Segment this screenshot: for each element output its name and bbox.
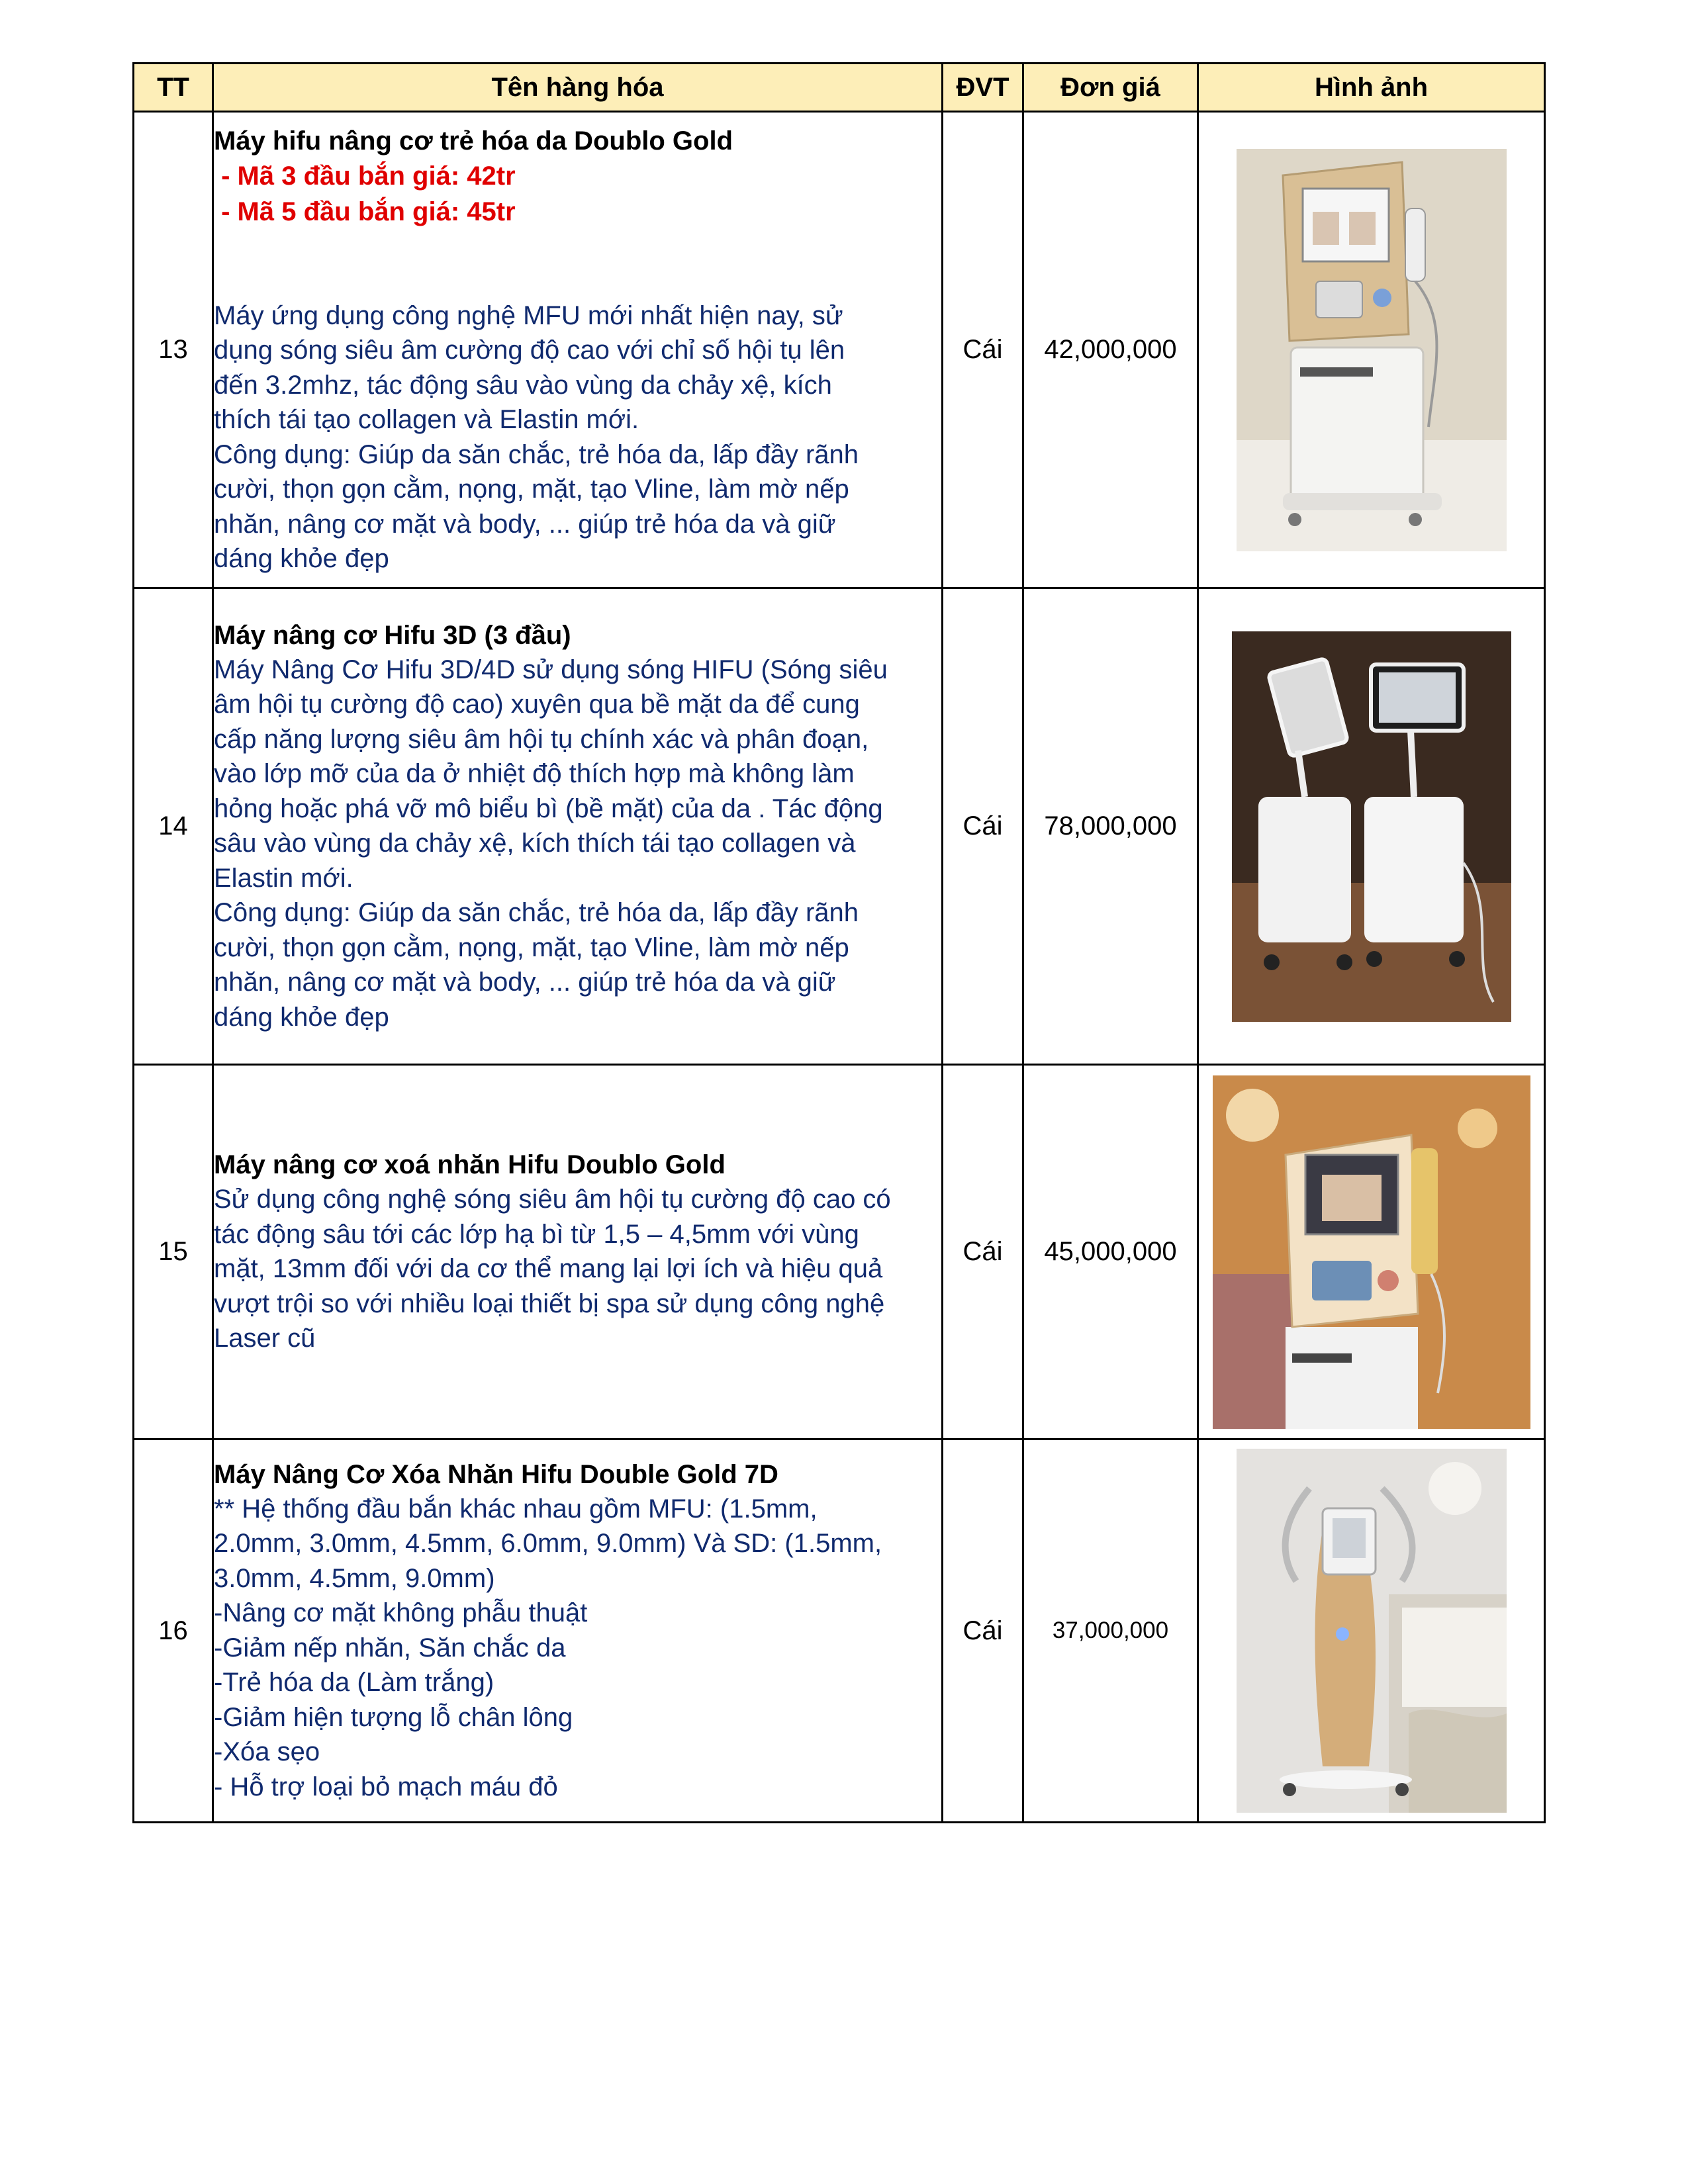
description-line: thích tái tạo collagen và Elastin mới. — [214, 405, 639, 434]
description-line: mặt, 13mm đối với da cơ thể mang lại lợi ích và hiệu quả — [214, 1254, 883, 1284]
price-cell: 37,000,000 — [1023, 1439, 1198, 1823]
header-image: Hình ảnh — [1198, 64, 1545, 112]
product-title: Máy nâng cơ Hifu 3D (3 đầu) — [214, 620, 571, 650]
description-line: ** Hệ thống đầu bắn khác nhau gồm MFU: (1.5mm, — [214, 1494, 818, 1524]
description-line: cấp năng lượng siêu âm hội tụ chính xác và phân đoạn, — [214, 724, 869, 754]
image-cell — [1198, 1065, 1545, 1439]
description-line: tác động sâu tới các lớp hạ bì từ 1,5 – 4,5mm với vùng — [214, 1219, 859, 1249]
header-tt: TT — [134, 64, 213, 112]
table-row — [134, 588, 1545, 1065]
description-line: Máy ứng dụng công nghệ MFU mới nhất hiện nay, sử — [214, 300, 843, 330]
description-line: dáng khỏe đẹp — [214, 1002, 389, 1032]
unit-cell: Cái — [943, 1065, 1023, 1439]
description-line: hỏng hoặc phá vỡ mô biểu bì (bề mặt) của da . Tác động — [214, 794, 883, 823]
description-line: cười, thọn gọn cằm, nọng, mặt, tạo Vline, làm mờ nếp — [214, 475, 849, 504]
product-price-table — [132, 62, 1546, 1823]
table-row — [134, 1439, 1545, 1823]
description-line: Sử dụng công nghệ sóng siêu âm hội tụ cường độ cao có — [214, 1185, 891, 1214]
product-description-cell — [213, 588, 943, 1065]
product-photo-hifu-doublo-gold-spa — [1213, 1075, 1530, 1429]
header-unit: ĐVT — [943, 64, 1023, 112]
row-number: 16 — [134, 1439, 213, 1823]
row-number: 14 — [134, 588, 213, 1065]
product-photo-hifu-3d — [1232, 631, 1511, 1022]
product-title: Máy hifu nâng cơ trẻ hóa da Doublo Gold — [214, 126, 733, 156]
description-line: nhăn, nâng cơ mặt và body, ... giúp trẻ hóa da và giữ — [214, 968, 836, 997]
table-header-row — [134, 64, 1545, 112]
table-row — [134, 112, 1545, 588]
price-code-line: - Mã 5 đầu bắn giá: 45tr — [214, 197, 516, 226]
description-line: Laser cũ — [214, 1324, 316, 1353]
product-photo-hifu-doublo-gold — [1237, 149, 1507, 551]
description-line: -Giảm hiện tượng lỗ chân lông — [214, 1702, 573, 1732]
image-cell — [1198, 1439, 1545, 1823]
description-line: dụng sóng siêu âm cường độ cao với chỉ số hội tụ lên — [214, 336, 845, 365]
image-cell — [1198, 588, 1545, 1065]
product-title: Máy nâng cơ xoá nhăn Hifu Doublo Gold — [214, 1150, 726, 1180]
description-line: Công dụng: Giúp da săn chắc, trẻ hóa da, lấp đầy rãnh — [214, 898, 859, 928]
description-line: 3.0mm, 4.5mm, 9.0mm) — [214, 1563, 495, 1593]
description-line: vào lớp mỡ của da ở nhiệt độ thích hợp mà không làm — [214, 759, 855, 789]
description-line: -Xóa sẹo — [214, 1737, 320, 1767]
description-line: cười, thọn gọn cằm, nọng, mặt, tạo Vline, làm mờ nếp — [214, 933, 849, 962]
description-line: nhăn, nâng cơ mặt và body, ... giúp trẻ hóa da và giữ — [214, 509, 836, 539]
description-line: vượt trội so với nhiều loại thiết bị spa sử dụng công nghệ — [214, 1289, 885, 1318]
description-line: Công dụng: Giúp da săn chắc, trẻ hóa da, lấp đầy rãnh — [214, 439, 859, 469]
description-line: 2.0mm, 3.0mm, 4.5mm, 6.0mm, 9.0mm) Và SD: (1.5mm, — [214, 1529, 882, 1559]
price-code-line: - Mã 3 đầu bắn giá: 42tr — [214, 161, 516, 191]
description-line: âm hội tụ cường độ cao) xuyên qua bề mặt da để cung — [214, 690, 860, 719]
image-cell — [1198, 112, 1545, 588]
description-line: -Nâng cơ mặt không phẫu thuật — [214, 1598, 588, 1628]
description-line: đến 3.2mhz, tác động sâu vào vùng da chảy xệ, kích — [214, 370, 832, 400]
row-number: 15 — [134, 1065, 213, 1439]
product-description-cell — [213, 1065, 943, 1439]
product-description-cell — [213, 112, 943, 588]
description-line: - Hỗ trợ loại bỏ mạch máu đỏ — [214, 1772, 558, 1801]
description-line: Elastin mới. — [214, 863, 353, 893]
price-cell: 45,000,000 — [1023, 1065, 1198, 1439]
price-cell: 78,000,000 — [1023, 588, 1198, 1065]
product-photo-hifu-double-gold-7d — [1237, 1449, 1507, 1813]
description-line: -Trẻ hóa da (Làm trắng) — [214, 1668, 494, 1698]
table-row — [134, 1065, 1545, 1439]
header-price: Đơn giá — [1023, 64, 1198, 112]
description-line: sâu vào vùng da chảy xệ, kích thích tái tạo collagen và — [214, 829, 856, 858]
unit-cell: Cái — [943, 1439, 1023, 1823]
unit-cell: Cái — [943, 588, 1023, 1065]
header-name: Tên hàng hóa — [213, 64, 943, 112]
price-cell: 42,000,000 — [1023, 112, 1198, 588]
product-title: Máy Nâng Cơ Xóa Nhăn Hifu Double Gold 7D — [214, 1459, 778, 1489]
description-line: Máy Nâng Cơ Hifu 3D/4D sử dụng sóng HIFU (Sóng siêu — [214, 655, 888, 684]
description-line: dáng khỏe đẹp — [214, 544, 389, 573]
product-description-cell — [213, 1439, 943, 1823]
unit-cell: Cái — [943, 112, 1023, 588]
row-number: 13 — [134, 112, 213, 588]
description-line: -Giảm nếp nhăn, Săn chắc da — [214, 1633, 566, 1662]
